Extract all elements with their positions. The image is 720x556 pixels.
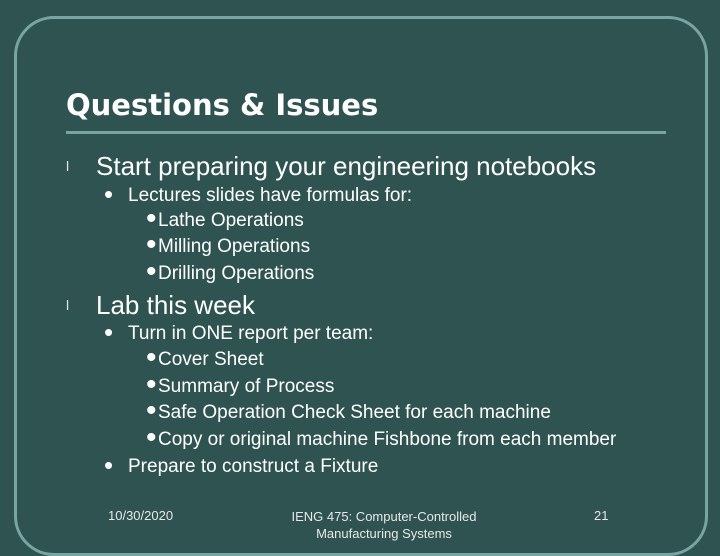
list-subitem-text: Copy or original machine Fishbone from each member: [158, 429, 617, 450]
bullet-dot-icon: •: [146, 394, 157, 427]
bullet-dot-icon: •: [146, 421, 157, 454]
footer-date: 10/30/2020: [108, 508, 174, 523]
list-item: [104, 317, 374, 347]
list-subitem-text: Milling Operations: [158, 236, 311, 257]
section-heading-text: Start preparing your engineering notebooks: [96, 151, 597, 181]
bullet-dot-icon: •: [146, 255, 157, 288]
list-item-text: Lectures slides have formulas for:: [128, 185, 413, 206]
bullet-dot-icon: •: [146, 228, 157, 261]
bullet-dot-icon: •: [104, 450, 114, 480]
bullet-dot-icon: •: [146, 368, 157, 401]
list-subitem-text: Safe Operation Check Sheet for each machine: [158, 402, 551, 423]
list-subitem: [146, 421, 617, 454]
section-heading-text: Lab this week: [96, 290, 255, 320]
footer-course-line2: Manufacturing Systems: [316, 526, 452, 541]
list-item: [104, 179, 413, 209]
list-subitem-text: Cover Sheet: [158, 349, 264, 370]
section-heading-notebooks: [66, 151, 597, 182]
list-subitem: [146, 255, 315, 288]
bullet-dot-icon: •: [104, 179, 114, 209]
slide-title: Questions & Issues: [66, 88, 379, 122]
list-subitem-text: Summary of Process: [158, 376, 335, 397]
list-subitem-text: Lathe Operations: [158, 210, 304, 231]
list-subitem: [146, 228, 311, 261]
list-subitem: [146, 368, 335, 401]
bullet-dot-icon: •: [104, 317, 114, 347]
bullet-dot-icon: •: [146, 341, 157, 374]
page-number: 21: [594, 508, 609, 523]
list-subitem-text: Drilling Operations: [158, 263, 315, 284]
footer-course-line1: IENG 475: Computer-Controlled: [291, 509, 477, 524]
list-subitem: [146, 202, 304, 235]
title-underline: [66, 131, 666, 134]
list-subitem: [146, 341, 264, 374]
section-heading-lab: [66, 290, 255, 321]
footer-course: [262, 508, 506, 542]
section-bullet-icon: l: [66, 158, 70, 174]
list-item-text: Prepare to construct a Fixture: [128, 456, 379, 477]
list-subitem: [146, 394, 551, 427]
list-item: [104, 450, 379, 480]
section-bullet-icon: l: [66, 297, 70, 313]
list-item-text: Turn in ONE report per team:: [128, 323, 374, 344]
bullet-dot-icon: •: [146, 202, 157, 235]
